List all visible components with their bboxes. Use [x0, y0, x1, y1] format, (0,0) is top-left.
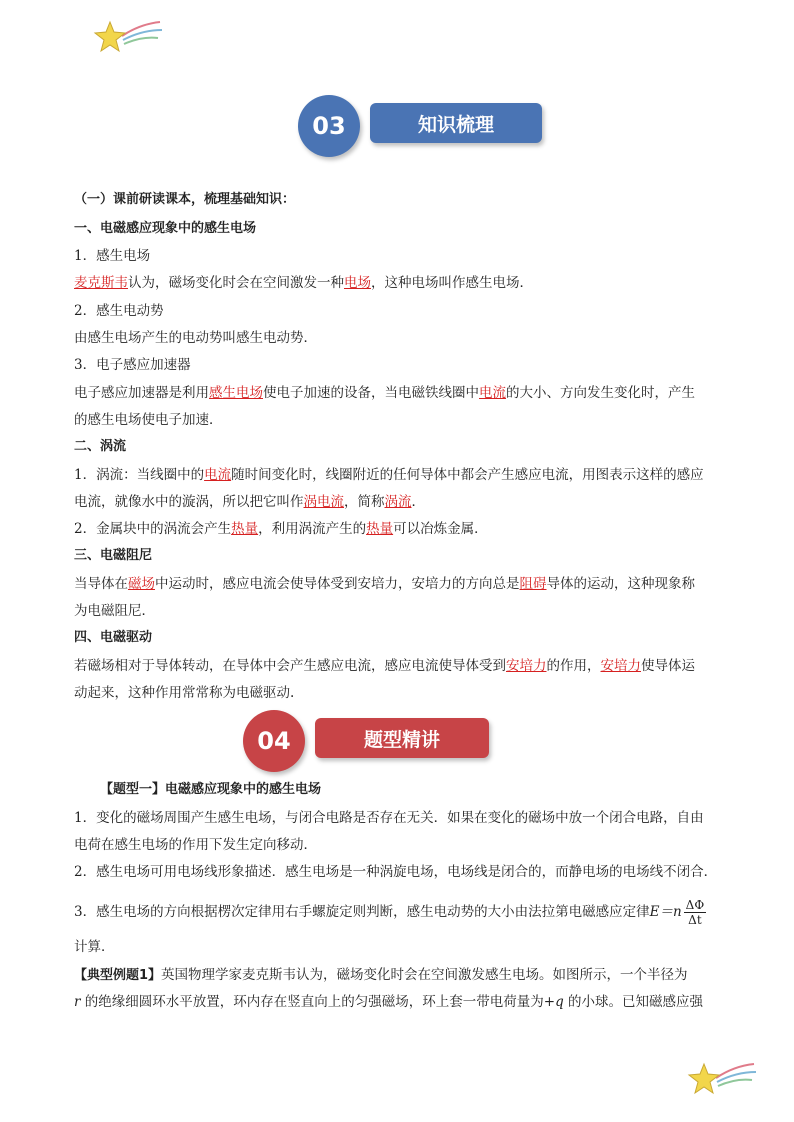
blank-answer: 安培力 — [506, 658, 547, 674]
part1-item2-title: 2．感生电动势 — [74, 303, 164, 319]
blank-answer: 感生电场 — [209, 385, 263, 401]
part2-line1 — [74, 465, 704, 485]
text: 使电子加速的设备，当电磁铁线圈中 — [263, 385, 479, 401]
part2-heading: 二、涡流 — [74, 439, 127, 454]
text: 当导体在 — [74, 576, 128, 592]
text: 若磁场相对于导体转动，在导体中会产生感应电流，感应电流使导体受到 — [74, 658, 506, 674]
text: 的小球。已知磁感应强 — [563, 994, 704, 1010]
text: 导体的运动，这种现象称 — [546, 576, 695, 592]
text: ，利用涡流产生的 — [258, 521, 367, 537]
text: 认为，磁场变化时会在空间激发一种 — [128, 275, 344, 291]
section-03-badge — [298, 103, 548, 147]
text: 可以冶炼金属． — [393, 521, 488, 537]
part1-item1-title: 1．感生电场 — [74, 248, 151, 264]
type1-p1-line1: 1．变化的磁场周围产生感生电场，与闭合电路是否存在无关．如果在变化的磁场中放一个闭合电路，自由 — [74, 810, 704, 826]
part3-line2: 为电磁阻尼． — [74, 603, 155, 619]
star-decoration-icon — [686, 1058, 758, 1100]
text: 电子感应加速器是利用 — [74, 385, 209, 401]
text: 英国物理学家麦克斯韦认为，磁场变化时会在空间激发感生电场。如图所示，一个半径为 — [161, 967, 688, 983]
text: 的绝缘细圆环水平放置，环内存在竖直向上的匀强磁场，环上套一带电荷量为 — [80, 994, 544, 1010]
part1-item3-text-cont: 的感生电场使电子加速． — [74, 412, 223, 428]
blank-answer: 电场 — [344, 275, 371, 291]
blank-answer: 安培力 — [600, 658, 641, 674]
formula-lhs: E＝n — [649, 904, 682, 920]
text: ． — [411, 494, 425, 510]
blank-answer: 阻碍 — [519, 576, 547, 592]
text: 的作用， — [546, 658, 601, 674]
blank-answer: 热量 — [231, 521, 259, 537]
blank-answer: 热量 — [366, 521, 394, 537]
blank-answer: 麦克斯韦 — [74, 275, 128, 291]
formula-fraction — [684, 898, 707, 927]
type1-p3 — [74, 898, 706, 927]
part3-heading: 三、电磁阻尼 — [74, 548, 153, 563]
blank-answer: 磁场 — [128, 576, 155, 592]
text: 中运动时，感应电流会使导体受到安培力，安培力的方向总是 — [155, 576, 520, 592]
part1-heading: 一、电磁感应现象中的感生电场 — [74, 221, 257, 236]
formula-denominator: Δt — [688, 913, 702, 927]
blank-answer: 电流 — [204, 467, 232, 483]
text: 随时间变化时，线圈附近的任何导体中都会产生感应电流，用图表示这样的感应 — [231, 467, 704, 483]
text: 使导体运 — [641, 658, 695, 674]
text: 电流，就像水中的漩涡，所以把它叫作 — [74, 494, 304, 510]
section-04-title: 题型精讲 — [315, 718, 489, 758]
text: 2．金属块中的涡流会产生 — [74, 521, 232, 537]
part3-line1 — [74, 574, 695, 594]
example-line1 — [74, 965, 688, 986]
variable-r: r — [74, 994, 81, 1010]
part1-item2-text: 由感生电场产生的电动势叫感生电动势． — [74, 330, 317, 346]
star-decoration-icon — [92, 16, 164, 58]
blank-answer: 电流 — [479, 385, 506, 401]
type1-heading: 【题型一】电磁感应现象中的感生电场 — [100, 782, 322, 797]
text: 3．感生电场的方向根据楞次定律用右手螺旋定则判断，感生电动势的大小由法拉第电磁感应定律 — [74, 904, 650, 920]
type1-p3-end: 计算． — [74, 939, 115, 955]
text: ，这种电场叫作感生电场． — [371, 275, 533, 291]
section-04-badge — [243, 718, 493, 762]
part4-heading: 四、电磁驱动 — [74, 630, 153, 645]
section-03-title: 知识梳理 — [370, 103, 542, 143]
intro-heading: （一）课前研读课本，梳理基础知识： — [74, 192, 296, 207]
part4-line2: 动起来，这种作用常常称为电磁驱动. — [74, 685, 295, 701]
blank-answer: 涡电流 — [303, 494, 344, 510]
part4-line1 — [74, 656, 695, 676]
example-line2 — [74, 992, 703, 1012]
part2-line2 — [74, 492, 425, 512]
part1-item1-text — [74, 273, 533, 293]
variable-q: +q — [543, 994, 564, 1010]
part2-line3 — [74, 519, 488, 539]
formula-numerator: ΔΦ — [685, 898, 705, 912]
blank-answer: 涡流 — [384, 494, 412, 510]
type1-p2: 2．感生电场可用电场线形象描述．感生电场是一种涡旋电场，电场线是闭合的，而静电场的电场线不闭合． — [74, 864, 718, 880]
text: 1．涡流：当线圈中的 — [74, 467, 205, 483]
type1-p1-line2: 电荷在感生电场的作用下发生定向移动． — [74, 837, 317, 853]
part1-item3-title: 3．电子感应加速器 — [74, 357, 191, 373]
text: 的大小、方向发生变化时，产生 — [506, 385, 695, 401]
section-04-number: 04 — [243, 710, 305, 772]
part1-item3-text — [74, 383, 695, 403]
example-label: 【典型例题1】 — [74, 968, 162, 983]
section-03-number: 03 — [298, 95, 360, 157]
text: ，简称 — [344, 494, 385, 510]
